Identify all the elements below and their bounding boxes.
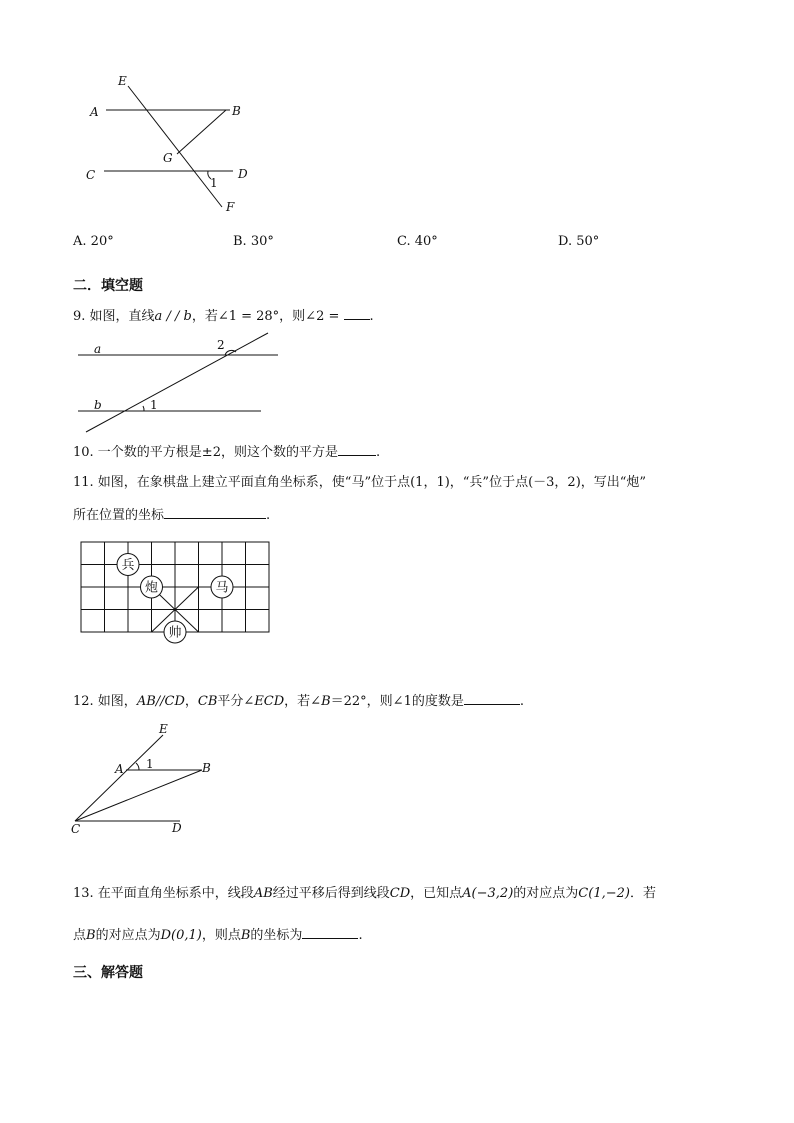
section-heading-fill-in: 二．填空题 <box>73 278 143 294</box>
line-ef <box>128 86 222 207</box>
label-d: D <box>238 167 248 181</box>
angle-1-arc <box>143 406 144 411</box>
q13-line-2a: 点 <box>73 928 87 943</box>
q12-answer-blank[interactable] <box>464 692 520 705</box>
q9-line-b: b <box>183 309 192 324</box>
option-d-value: 50° <box>576 234 600 249</box>
label-b: B <box>232 104 241 118</box>
label-1: 1 <box>146 757 154 771</box>
q13-line-2c: ，则点 <box>201 928 241 943</box>
q13-mid-2: ，已知点 <box>410 886 463 901</box>
option-c-label: C. <box>397 234 411 249</box>
label-d: D <box>172 821 182 835</box>
label-e: E <box>159 722 168 736</box>
question-13-line-1 <box>73 885 656 903</box>
q12-mid-1: ， <box>184 694 198 709</box>
angle-2-arc <box>225 350 236 355</box>
q13-point-c: C(1,−2) <box>578 886 630 901</box>
q11-end: . <box>266 508 271 523</box>
q13-point-d: D(0,1) <box>160 928 202 943</box>
q9-line-a: a <box>154 309 163 324</box>
q12-mid-4: ＝22°，则∠1的度数是 <box>330 694 464 709</box>
q9-prefix: 9. 如图，直线 <box>73 309 155 324</box>
q12-ecd: ECD <box>254 694 285 709</box>
q13-mid-4: ．若 <box>629 886 656 901</box>
piece-shuai <box>164 621 186 643</box>
q10-end: . <box>375 445 381 460</box>
option-d-label: D. <box>558 234 573 249</box>
question-11-line-2 <box>73 506 270 525</box>
q13-cd: CD <box>389 886 411 901</box>
piece-ma-label: 马 <box>215 580 229 596</box>
q9-middle: ，若∠1 = 28°，则∠2 = <box>191 309 344 324</box>
line-bg <box>177 110 226 154</box>
label-g: G <box>163 151 173 165</box>
label-a: a <box>94 342 102 356</box>
option-b <box>233 234 274 249</box>
piece-pao-label: 炮 <box>144 580 159 596</box>
question-13-line-2 <box>73 926 363 945</box>
option-c <box>397 234 438 249</box>
question-10 <box>73 443 380 462</box>
q13-ab: AB <box>253 886 273 901</box>
q13-answer-blank[interactable] <box>302 926 358 939</box>
question-11-line-1: 11. 如图，在象棋盘上建立平面直角坐标系，使“马”位于点(1，1)，“兵”位于点(－3，2)，写出“炮” <box>73 475 647 490</box>
q13-point-a: A(−3,2) <box>462 886 514 901</box>
label-f: F <box>226 200 235 214</box>
option-b-label: B. <box>233 234 247 249</box>
question-12 <box>73 692 524 711</box>
q13-mid-3: 的对应点为 <box>513 886 579 901</box>
option-b-value: 30° <box>250 234 274 249</box>
q13-b-2: B <box>240 928 251 943</box>
q11-line-2-text: 所在位置的坐标 <box>73 508 165 523</box>
q11-answer-blank[interactable] <box>164 506 266 519</box>
label-b: B <box>202 761 211 775</box>
figure-q9 <box>70 328 290 436</box>
figure-chessboard <box>78 540 274 646</box>
q12-mid-3: ，若∠ <box>284 694 322 709</box>
q9-answer-blank[interactable] <box>344 307 370 320</box>
figure-q8 <box>70 70 270 220</box>
q13-mid-1: 经过平移后得到线段 <box>272 886 390 901</box>
q13-prefix: 13. 在平面直角坐标系中，线段 <box>73 886 254 901</box>
q13-line-2d: 的坐标为 <box>250 928 303 943</box>
option-a <box>73 234 114 249</box>
q12-cb: CB <box>197 694 218 709</box>
angle-1-arc <box>136 763 139 770</box>
q12-mid-2: 平分∠ <box>217 694 255 709</box>
option-c-value: 40° <box>414 234 438 249</box>
q12-b: B <box>321 694 331 709</box>
figure-q12 <box>66 718 226 840</box>
q12-end: . <box>519 694 524 709</box>
q13-b-1: B <box>86 928 96 943</box>
option-a-label: A. <box>73 234 87 249</box>
option-a-value: 20° <box>90 234 114 249</box>
q10-text: 10. 一个数的平方根是±2，则这个数的平方是 <box>73 445 338 460</box>
label-c: C <box>86 168 96 182</box>
piece-shuai-label: 帅 <box>168 625 182 641</box>
q12-prefix: 12. 如图， <box>73 694 137 709</box>
q13-line-2b: 的对应点为 <box>95 928 161 943</box>
option-d <box>558 234 599 249</box>
piece-bing <box>117 554 139 576</box>
q12-ab-cd: AB//CD <box>136 694 185 709</box>
piece-ma <box>211 576 233 598</box>
transversal <box>86 333 268 432</box>
q10-answer-blank[interactable] <box>338 443 376 456</box>
q9-parallel: / / <box>162 309 184 324</box>
piece-pao <box>141 576 163 598</box>
label-2: 2 <box>217 338 225 352</box>
label-1: 1 <box>210 176 218 190</box>
label-e: E <box>118 74 127 88</box>
q9-end: . <box>369 309 374 324</box>
q13-end: . <box>358 928 363 943</box>
line-ce <box>75 735 163 821</box>
board-grid <box>81 542 269 632</box>
label-1: 1 <box>150 398 158 412</box>
label-b: b <box>94 398 102 412</box>
line-cb <box>75 770 202 821</box>
label-a: A <box>115 762 124 776</box>
piece-bing-label: 兵 <box>121 558 135 573</box>
question-9 <box>73 307 374 326</box>
label-a: A <box>90 105 99 119</box>
section-heading-solutions: 三、解答题 <box>73 965 143 981</box>
label-c: C <box>71 822 81 836</box>
